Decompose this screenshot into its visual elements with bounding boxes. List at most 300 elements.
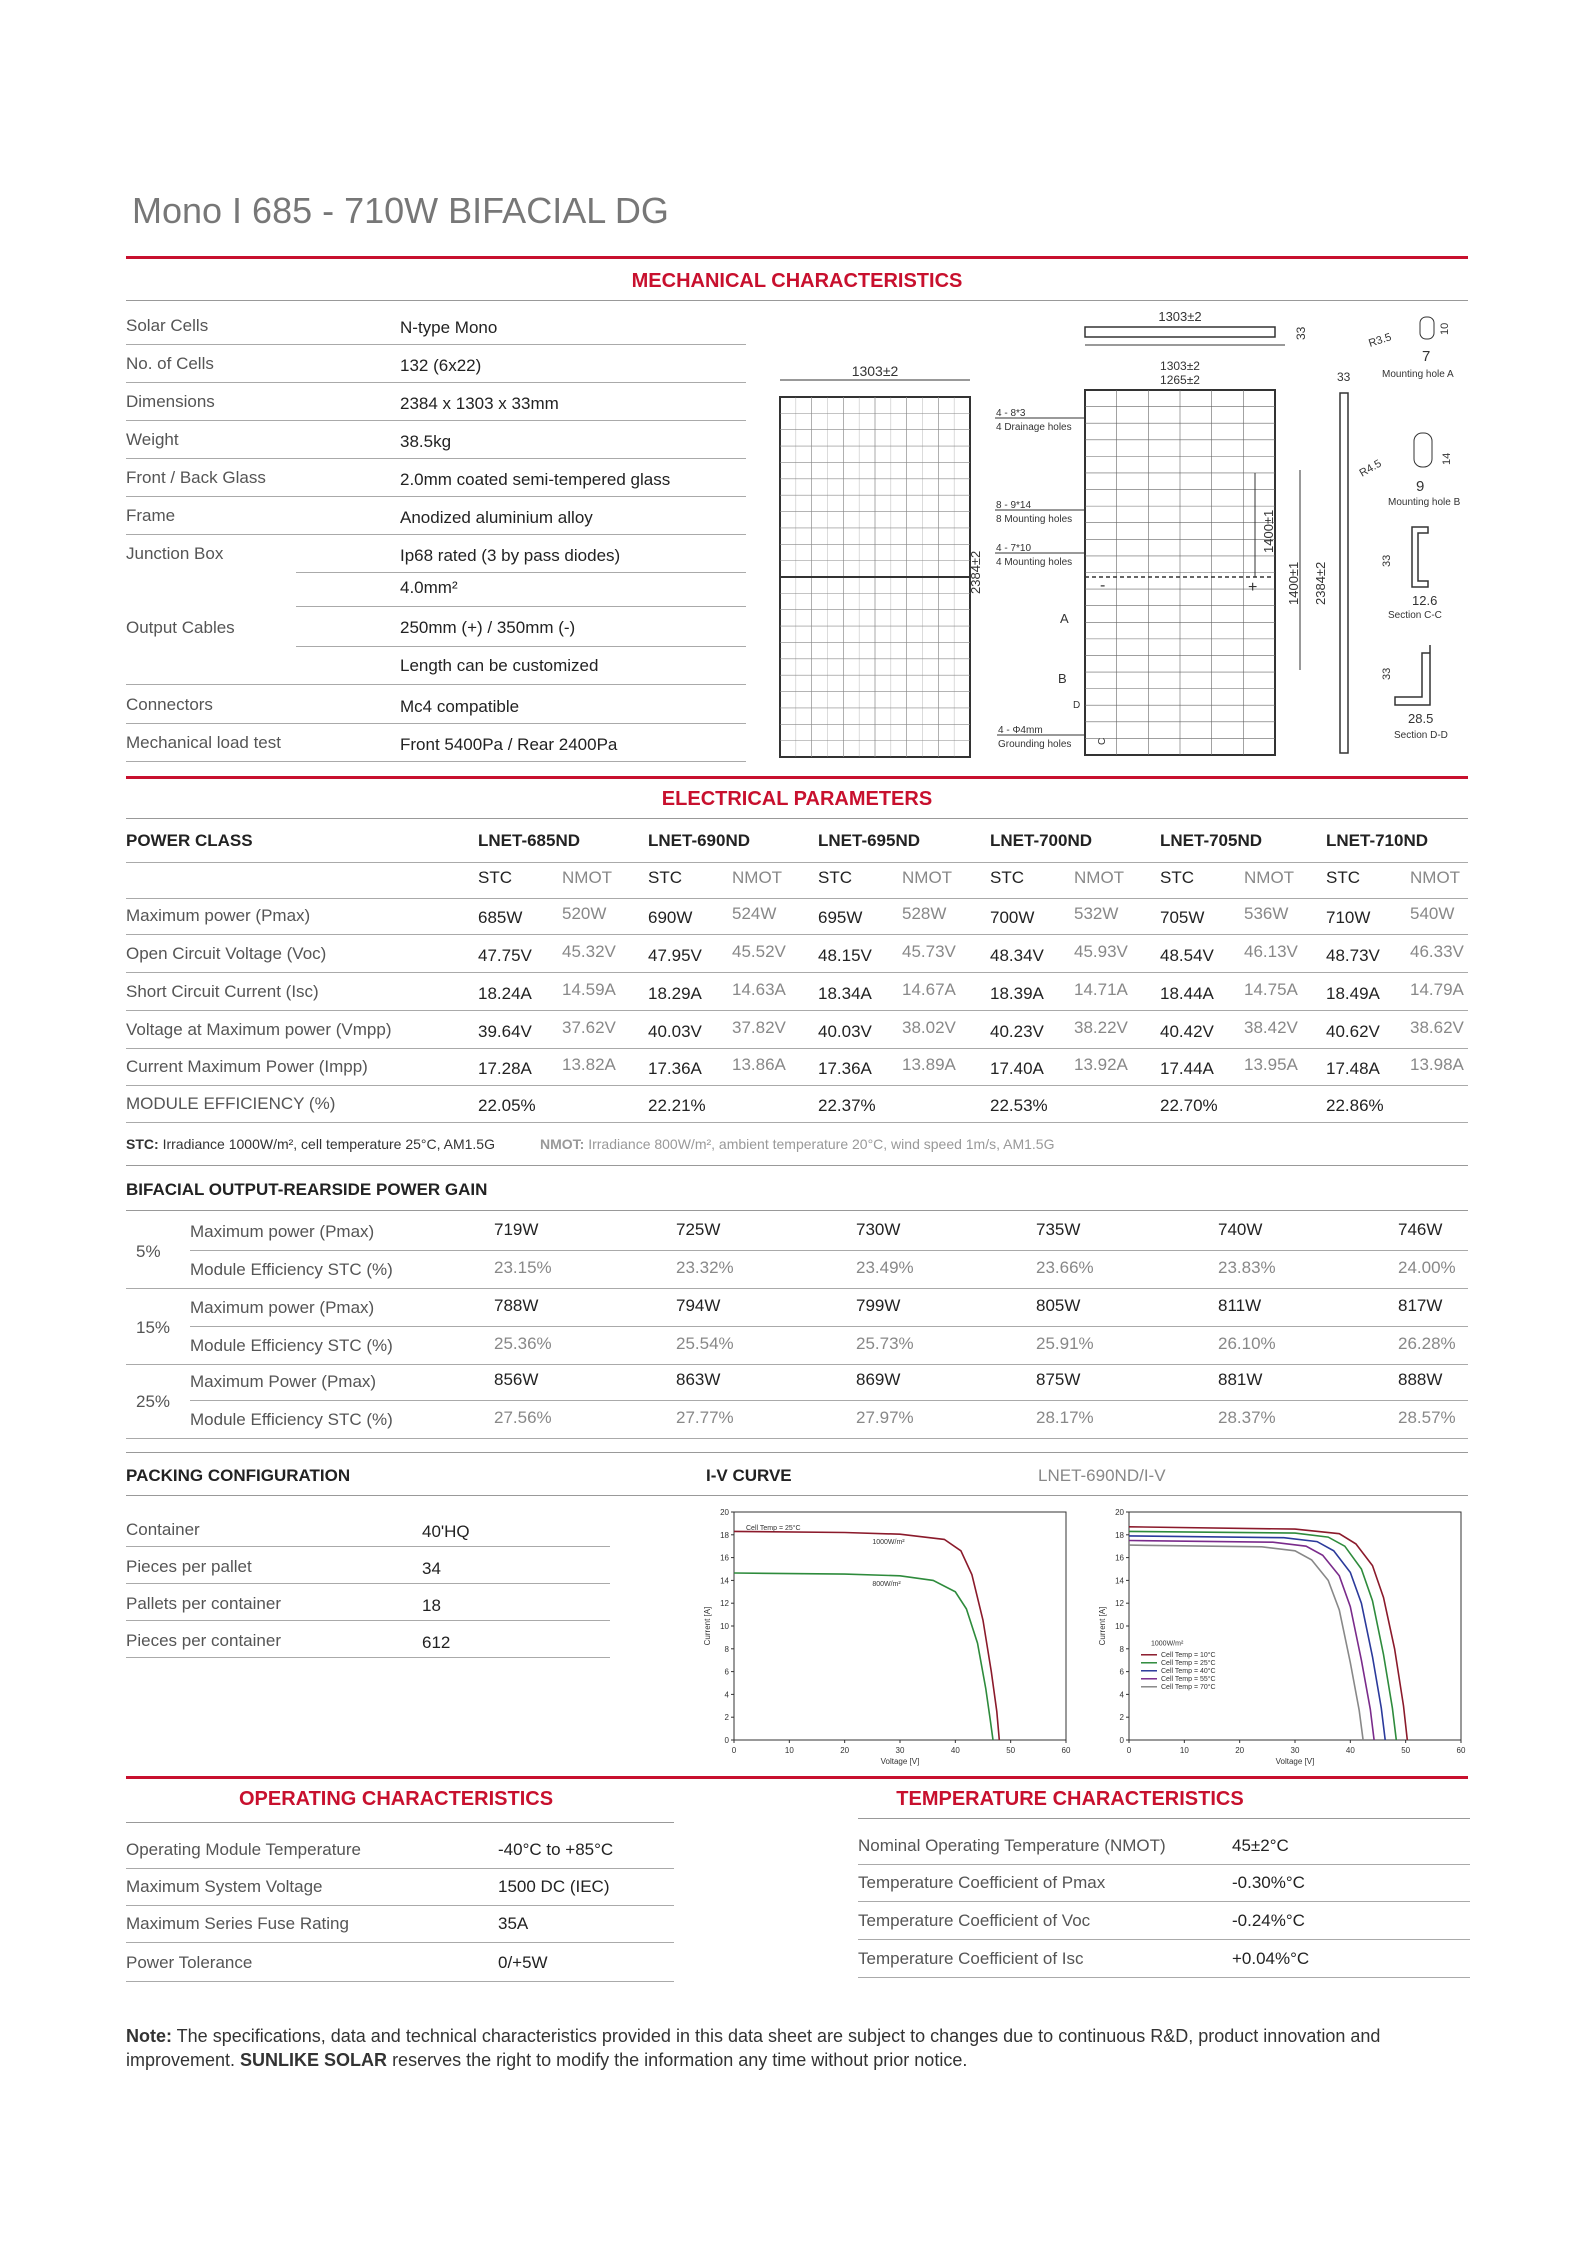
y-axis-label: Current [A]: [703, 1606, 712, 1646]
divider: [126, 1822, 674, 1823]
elec-cell: 45.73V: [902, 942, 956, 961]
operating-row-value: 35A: [498, 1914, 529, 1933]
temperature-row-value: -0.24%°C: [1232, 1911, 1305, 1930]
y-tick-label: 0: [1119, 1736, 1124, 1745]
elec-row-label: MODULE EFFICIENCY (%): [126, 1094, 336, 1113]
mech-row-label: Solar Cells: [126, 316, 209, 335]
svg-text:4 - Φ4mm: 4 - Φ4mm: [998, 725, 1043, 736]
row-divider: [126, 496, 746, 497]
x-axis-label: Voltage [V]: [880, 1757, 920, 1766]
plot-frame: [734, 1512, 1066, 1740]
back-view: [1058, 359, 1351, 755]
elec-cell: 48.73V: [1326, 946, 1380, 965]
bifacial-cell: 26.10%: [1218, 1334, 1276, 1353]
x-tick-label: 20: [840, 1746, 850, 1755]
nmot-header: NMOT: [732, 868, 783, 887]
elec-cell: 48.54V: [1160, 946, 1214, 965]
gain-label: 25%: [136, 1392, 171, 1411]
elec-cell: 47.95V: [648, 946, 702, 965]
x-tick-label: 40: [950, 1746, 960, 1755]
label-c: C: [1097, 737, 1108, 745]
x-tick-label: 40: [1345, 1746, 1355, 1755]
svg-text:33: 33: [1381, 554, 1393, 567]
y-tick-label: 16: [720, 1553, 729, 1563]
model-header: LNET-710ND: [1326, 831, 1429, 850]
bifacial-cell: 27.56%: [494, 1408, 552, 1427]
mounting-hole-b: [1358, 433, 1461, 508]
elec-cell: 13.92A: [1074, 1055, 1128, 1074]
nmot-header: NMOT: [1074, 868, 1125, 887]
bifacial-cell: 23.49%: [856, 1258, 914, 1277]
y-tick-label: 10: [720, 1622, 729, 1631]
row-divider: [126, 1288, 1468, 1289]
elec-cell: 22.86%: [1326, 1096, 1384, 1115]
front-view: [780, 363, 983, 757]
row-divider: [858, 1901, 1470, 1902]
back-top-width-label: 1303±2: [1158, 309, 1202, 324]
iv-chart-irradiance: [690, 1500, 1080, 1775]
svg-text:14: 14: [1441, 452, 1453, 465]
page-title: Mono I 685 - 710W BIFACIAL DG: [132, 190, 669, 231]
x-tick-label: 60: [1061, 1746, 1071, 1755]
packing-row-value: 40'HQ: [422, 1522, 470, 1541]
y-tick-label: 8: [1119, 1644, 1124, 1654]
mech-row-value: 132 (6x22): [400, 356, 482, 375]
svg-text:8 Mounting holes: 8 Mounting holes: [996, 514, 1073, 525]
series-label: 1000W/m²: [872, 1538, 905, 1546]
elec-cell: 45.32V: [562, 942, 616, 961]
mechanical-heading: MECHANICAL CHARACTERISTICS: [631, 270, 963, 292]
callouts: [995, 408, 1085, 750]
stc-header: STC: [1160, 868, 1194, 887]
bifacial-cell: 28.57%: [1398, 1408, 1456, 1427]
bifacial-row-label: Maximum power (Pmax): [190, 1298, 375, 1317]
elec-cell: 22.70%: [1160, 1096, 1218, 1115]
legend-entry: Cell Temp = 25°C: [1161, 1659, 1216, 1667]
svg-text:Mounting hole A: Mounting hole A: [1382, 369, 1454, 380]
mech-row-value: Ip68 rated (3 by pass diodes): [400, 546, 621, 565]
operating-row-label: Maximum Series Fuse Rating: [126, 1914, 349, 1933]
bifacial-cell: 25.91%: [1036, 1334, 1094, 1353]
bifacial-cell: 869W: [856, 1370, 901, 1389]
elec-cell: 536W: [1244, 904, 1289, 923]
elec-row-label: Short Circuit Current (Isc): [126, 982, 319, 1001]
model-header: LNET-690ND: [648, 831, 751, 850]
plus-label: +: [1248, 579, 1258, 596]
height-1400-b: 1400±1: [1286, 561, 1301, 605]
svg-text:Section C-C: Section C-C: [1388, 610, 1442, 621]
bifacial-cell: 24.00%: [1398, 1258, 1456, 1277]
bifacial-cell: 23.32%: [676, 1258, 734, 1277]
bifacial-cell: 817W: [1398, 1296, 1443, 1315]
y-tick-label: 18: [1115, 1530, 1124, 1540]
temperature-row-value: 45±2°C: [1232, 1836, 1289, 1855]
model-header: LNET-700ND: [990, 831, 1093, 850]
temperature-row-label: Temperature Coefficient of Pmax: [858, 1873, 1106, 1892]
row-divider: [126, 420, 746, 421]
divider: [126, 818, 1468, 819]
elec-cell: 22.53%: [990, 1096, 1048, 1115]
x-tick-label: 0: [1126, 1746, 1132, 1755]
divider: [858, 1818, 1470, 1819]
elec-cell: 38.62V: [1410, 1018, 1464, 1037]
elec-cell: 22.21%: [648, 1096, 706, 1115]
packing-row-value: 612: [422, 1633, 451, 1652]
svg-text:Section D-D: Section D-D: [1394, 730, 1448, 741]
iv-series-line: [1129, 1527, 1407, 1740]
label-a: A: [1060, 611, 1069, 626]
legend-title: Cell Temp = 25°C: [746, 1525, 801, 1532]
elec-cell: 700W: [990, 908, 1035, 927]
bifacial-row-label: Module Efficiency STC (%): [190, 1336, 393, 1355]
row-divider: [296, 646, 746, 647]
operating-row-value: 0/+5W: [498, 1953, 548, 1972]
row-divider: [190, 1326, 1468, 1327]
row-divider: [126, 1583, 610, 1584]
back-inner-width-label: 1265±2: [1160, 373, 1200, 387]
mech-row-label: No. of Cells: [126, 354, 214, 373]
legend-title: 1000W/m²: [1151, 1640, 1184, 1648]
elec-cell: 13.86A: [732, 1055, 786, 1074]
thickness-side-label: 33: [1337, 370, 1351, 384]
svg-text:Mounting hole B: Mounting hole B: [1388, 497, 1461, 508]
x-tick-label: 30: [895, 1746, 905, 1755]
row-divider: [296, 572, 746, 573]
nmot-note: NMOT: Irradiance 800W/m², ambient temperature 20°C, wind speed 1m/s, AM1.5G: [540, 1136, 1055, 1152]
section-c: [1381, 527, 1442, 621]
iv-chart-temperature: [1085, 1500, 1475, 1775]
elec-cell: 48.15V: [818, 946, 872, 965]
mech-row-value: N-type Mono: [400, 318, 498, 337]
elec-cell: 18.29A: [648, 984, 702, 1003]
nmot-header: NMOT: [902, 868, 953, 887]
elec-cell: 17.28A: [478, 1059, 532, 1078]
elec-cell: 38.42V: [1244, 1018, 1298, 1037]
y-tick-label: 2: [1119, 1713, 1124, 1723]
x-tick-label: 0: [731, 1746, 737, 1755]
iv-series-line: [1129, 1536, 1385, 1740]
legend-entry: Cell Temp = 55°C: [1161, 1675, 1216, 1683]
y-tick-label: 20: [1115, 1508, 1124, 1517]
packing-heading: PACKING CONFIGURATION: [126, 1466, 351, 1485]
mech-row-value: 38.5kg: [400, 432, 452, 451]
footnote: Note: The specifications, data and technical characteristics provided in this data sheet are subject to changes due to continuous R&D, product innovation and improvement. SUNLIKE SOLAR reserves the right to modify the information any time without prior notice.: [126, 2026, 1381, 2070]
output-cables-line: 250mm (+) / 350mm (-): [400, 618, 576, 637]
row-divider: [126, 972, 1468, 973]
row-divider: [126, 1010, 1468, 1011]
row-divider: [126, 534, 746, 535]
bifacial-cell: 23.66%: [1036, 1258, 1094, 1277]
elec-cell: 17.36A: [648, 1059, 702, 1078]
svg-text:28.5: 28.5: [1408, 711, 1434, 726]
svg-text:8 - 9*14: 8 - 9*14: [996, 500, 1032, 511]
divider: [126, 776, 1468, 779]
elec-cell: 18.34A: [818, 984, 872, 1003]
nmot-header: NMOT: [562, 868, 613, 887]
row-divider: [126, 1085, 1468, 1086]
divider: [126, 1452, 1468, 1453]
temperature-row-label: Nominal Operating Temperature (NMOT): [858, 1836, 1166, 1855]
y-tick-label: 12: [720, 1599, 729, 1609]
bifacial-cell: 28.37%: [1218, 1408, 1276, 1427]
divider: [126, 1776, 1468, 1779]
elec-cell: 18.49A: [1326, 984, 1380, 1003]
bifacial-row-label: Module Efficiency STC (%): [190, 1410, 393, 1429]
gain-label: 5%: [136, 1242, 161, 1261]
mech-row-value: 2384 x 1303 x 33mm: [400, 394, 559, 413]
operating-row-label: Operating Module Temperature: [126, 1840, 361, 1859]
row-divider: [126, 458, 746, 459]
elec-cell: 40.03V: [648, 1022, 702, 1041]
row-divider: [126, 382, 746, 383]
y-tick-label: 12: [1115, 1599, 1124, 1609]
divider: [126, 256, 1468, 259]
elec-cell: 18.39A: [990, 984, 1044, 1003]
mech-row-value: Anodized aluminium alloy: [400, 508, 593, 527]
temperature-heading: TEMPERATURE CHARACTERISTICS: [896, 1788, 1244, 1810]
elec-cell: 14.75A: [1244, 980, 1298, 999]
elec-cell: 17.44A: [1160, 1059, 1214, 1078]
elec-cell: 14.79A: [1410, 980, 1464, 999]
row-divider: [126, 761, 746, 762]
y-axis-label: Current [A]: [1098, 1606, 1107, 1646]
mounting-hole-a: [1367, 317, 1454, 380]
packing-row-label: Pallets per container: [126, 1594, 281, 1613]
bifacial-cell: 25.36%: [494, 1334, 552, 1353]
bifacial-cell: 23.15%: [494, 1258, 552, 1277]
bifacial-cell: 740W: [1218, 1220, 1263, 1239]
elec-cell: 540W: [1410, 904, 1455, 923]
y-tick-label: 14: [720, 1576, 729, 1586]
elec-cell: 14.71A: [1074, 980, 1128, 999]
row-divider: [190, 1400, 1468, 1401]
svg-text:12.6: 12.6: [1412, 593, 1438, 608]
electrical-heading: ELECTRICAL PARAMETERS: [661, 788, 933, 810]
svg-text:4 - 7*10: 4 - 7*10: [996, 543, 1032, 554]
bifacial-cell: 863W: [676, 1370, 721, 1389]
y-tick-label: 14: [1115, 1576, 1124, 1586]
bifacial-row-label: Module Efficiency STC (%): [190, 1260, 393, 1279]
elec-cell: 45.52V: [732, 942, 786, 961]
elec-row-label: Open Circuit Voltage (Voc): [126, 944, 327, 963]
mech-row-label: Frame: [126, 506, 176, 525]
top-view: [1085, 309, 1308, 345]
elec-cell: 40.62V: [1326, 1022, 1380, 1041]
elec-cell: 14.59A: [562, 980, 616, 999]
svg-text:4 - 8*3: 4 - 8*3: [996, 408, 1026, 419]
bifacial-cell: 725W: [676, 1220, 721, 1239]
row-divider: [126, 1868, 674, 1869]
row-divider: [126, 1942, 674, 1943]
bifacial-cell: 811W: [1218, 1296, 1262, 1315]
packing-row-label: Container: [126, 1520, 200, 1539]
mech-row-label: Mechanical load test: [126, 733, 281, 752]
legend-entry: Cell Temp = 70°C: [1161, 1683, 1216, 1691]
nmot-header: NMOT: [1410, 868, 1461, 887]
back-width-label: 1303±2: [1160, 359, 1200, 373]
height-1400-a: 1400±1: [1261, 509, 1276, 553]
gain-label: 15%: [136, 1318, 171, 1337]
x-tick-label: 50: [1006, 1746, 1016, 1755]
back-height-label: 2384±2: [1313, 561, 1328, 605]
x-tick-label: 20: [1235, 1746, 1245, 1755]
stc-header: STC: [648, 868, 682, 887]
divider: [126, 1165, 1468, 1166]
row-divider: [126, 1122, 1468, 1123]
elec-cell: 40.03V: [818, 1022, 872, 1041]
svg-text:4 Mounting holes: 4 Mounting holes: [996, 557, 1073, 568]
bifacial-row-label: Maximum power (Pmax): [190, 1222, 375, 1241]
elec-cell: 18.44A: [1160, 984, 1214, 1003]
elec-cell: 13.89A: [902, 1055, 956, 1074]
elec-cell: 18.24A: [478, 984, 532, 1003]
row-divider: [126, 1546, 610, 1547]
y-tick-label: 10: [1115, 1622, 1124, 1631]
y-tick-label: 6: [1119, 1667, 1124, 1677]
elec-cell: 45.93V: [1074, 942, 1128, 961]
model-header: LNET-685ND: [478, 831, 581, 850]
y-tick-label: 20: [720, 1508, 729, 1517]
elec-cell: 22.05%: [478, 1096, 536, 1115]
iv-series-line: [734, 1531, 999, 1740]
packing-row-value: 18: [422, 1596, 441, 1615]
packing-row-value: 34: [422, 1559, 441, 1578]
power-class-label: POWER CLASS: [126, 831, 253, 850]
x-tick-label: 30: [1290, 1746, 1300, 1755]
bifacial-cell: 27.97%: [856, 1408, 914, 1427]
row-divider: [126, 684, 746, 685]
x-tick-label: 60: [1456, 1746, 1466, 1755]
row-divider: [126, 1657, 610, 1658]
elec-cell: 524W: [732, 904, 777, 923]
model-header: LNET-695ND: [818, 831, 921, 850]
svg-text:Grounding holes: Grounding holes: [998, 739, 1072, 750]
output-cables-line: 4.0mm²: [400, 578, 458, 597]
elec-row-label: Maximum power (Pmax): [126, 906, 311, 925]
row-divider: [126, 1048, 1468, 1049]
mech-row-label: Front / Back Glass: [126, 468, 266, 487]
elec-cell: 685W: [478, 908, 523, 927]
elec-row-label: Voltage at Maximum power (Vmpp): [126, 1020, 392, 1039]
row-divider: [126, 1620, 610, 1621]
bifacial-cell: 799W: [856, 1296, 901, 1315]
mech-row-label: Weight: [126, 430, 179, 449]
svg-text:7: 7: [1422, 348, 1431, 365]
elec-cell: 38.02V: [902, 1018, 956, 1037]
row-divider: [126, 1981, 674, 1982]
elec-cell: 48.34V: [990, 946, 1044, 965]
stc-header: STC: [1326, 868, 1360, 887]
operating-row-value: 1500 DC (IEC): [498, 1877, 610, 1896]
series-label: 800W/m²: [872, 1581, 901, 1589]
elec-cell: 528W: [902, 904, 947, 923]
elec-cell: 17.40A: [990, 1059, 1044, 1078]
elec-cell: 40.42V: [1160, 1022, 1214, 1041]
bifacial-cell: 26.28%: [1398, 1334, 1456, 1353]
svg-text:10: 10: [1439, 322, 1451, 335]
output-cables-label: Output Cables: [126, 618, 235, 637]
mech-row-value: Mc4 compatible: [400, 697, 520, 716]
bifacial-cell: 25.73%: [856, 1334, 914, 1353]
stc-header: STC: [478, 868, 512, 887]
label-b: B: [1058, 671, 1067, 686]
elec-cell: 17.48A: [1326, 1059, 1380, 1078]
elec-cell: 37.82V: [732, 1018, 786, 1037]
elec-cell: 14.67A: [902, 980, 956, 999]
row-divider: [190, 1250, 1468, 1251]
stc-header: STC: [818, 868, 852, 887]
row-divider: [858, 1864, 1470, 1865]
bifacial-cell: 735W: [1036, 1220, 1081, 1239]
elec-cell: 46.13V: [1244, 942, 1298, 961]
stc-note: STC: Irradiance 1000W/m², cell temperature 25°C, AM1.5G: [126, 1136, 495, 1152]
row-divider: [126, 862, 1468, 863]
bifacial-cell: 888W: [1398, 1370, 1443, 1389]
row-divider: [126, 344, 746, 345]
iv-model: LNET-690ND/I-V: [1038, 1466, 1166, 1485]
operating-heading: OPERATING CHARACTERISTICS: [238, 1788, 554, 1810]
row-divider: [126, 723, 746, 724]
elec-cell: 13.98A: [1410, 1055, 1464, 1074]
model-header: LNET-705ND: [1160, 831, 1263, 850]
svg-text:9: 9: [1416, 478, 1425, 495]
y-tick-label: 8: [724, 1644, 729, 1654]
row-divider: [126, 1905, 674, 1906]
elec-cell: 520W: [562, 904, 607, 923]
mech-row-label: Junction Box: [126, 544, 224, 563]
front-width-label: 1303±2: [851, 363, 899, 379]
bifacial-cell: 28.17%: [1036, 1408, 1094, 1427]
packing-row-label: Pieces per pallet: [126, 1557, 252, 1576]
mech-row-value: 2.0mm coated semi-tempered glass: [400, 470, 671, 489]
elec-cell: 39.64V: [478, 1022, 532, 1041]
elec-cell: 37.62V: [562, 1018, 616, 1037]
elec-cell: 710W: [1326, 908, 1371, 927]
front-height-label: 2384±2: [968, 550, 983, 594]
mech-row-value: Front 5400Pa / Rear 2400Pa: [400, 735, 618, 754]
elec-cell: 705W: [1160, 908, 1205, 927]
elec-cell: 22.37%: [818, 1096, 876, 1115]
elec-cell: 13.95A: [1244, 1055, 1298, 1074]
elec-cell: 14.63A: [732, 980, 786, 999]
output-cables-line: Length can be customized: [400, 656, 599, 675]
row-divider: [126, 898, 1468, 899]
elec-cell: 690W: [648, 908, 693, 927]
elec-cell: 17.36A: [818, 1059, 872, 1078]
bifacial-cell: 25.54%: [676, 1334, 734, 1353]
thickness-top-label: 33: [1294, 326, 1308, 340]
mech-row-label: Connectors: [126, 695, 213, 714]
x-tick-label: 10: [784, 1746, 794, 1755]
elec-cell: 695W: [818, 908, 863, 927]
minus-label: -: [1100, 577, 1106, 594]
row-divider: [126, 1364, 1468, 1365]
temperature-row-label: Temperature Coefficient of Isc: [858, 1949, 1084, 1968]
temperature-row-label: Temperature Coefficient of Voc: [858, 1911, 1091, 1930]
bifacial-heading: BIFACIAL OUTPUT-REARSIDE POWER GAIN: [126, 1180, 488, 1199]
mech-row-label: Dimensions: [126, 392, 215, 411]
elec-cell: 40.23V: [990, 1022, 1044, 1041]
stc-header: STC: [990, 868, 1024, 887]
module-drawing: [740, 305, 1480, 765]
svg-text:33: 33: [1381, 667, 1393, 680]
bifacial-cell: 881W: [1218, 1370, 1263, 1389]
y-tick-label: 4: [724, 1690, 729, 1700]
nmot-header: NMOT: [1244, 868, 1295, 887]
y-tick-label: 0: [724, 1736, 729, 1745]
divider: [126, 1495, 1468, 1496]
bifacial-row-label: Maximum Power (Pmax): [190, 1372, 377, 1391]
